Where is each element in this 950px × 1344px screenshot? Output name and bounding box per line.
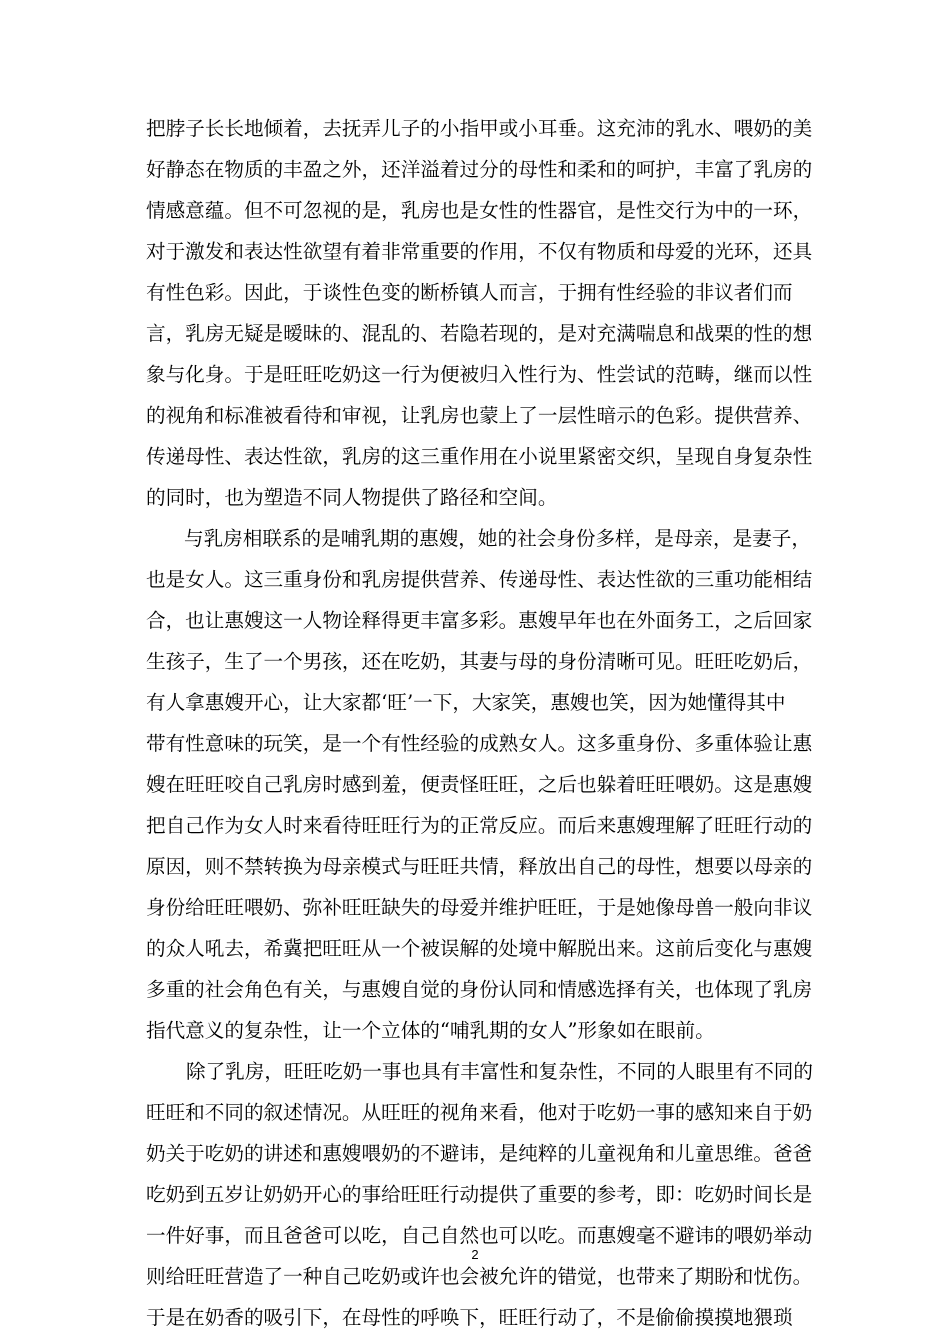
- text-line: 的众人吼去，希冀把旺旺从一个被误解的处境中解脱出来。这前后变化与惠嫂: [146, 937, 813, 960]
- text-line: 原因，则不禁转换为母亲模式与旺旺共情，释放出自己的母性，想要以母亲的: [146, 855, 813, 878]
- text-line: 情感意蕴。但不可忽视的是，乳房也是女性的性器官，是性交行为中的一环，: [146, 199, 813, 222]
- text-line: 奶关于吃奶的讲述和惠嫂喂奶的不避讳，是纯粹的儿童视角和儿童思维。爸爸: [146, 1142, 813, 1165]
- text-line: 则给旺旺营造了一种自己吃奶或许也会被允许的错觉，也带来了期盼和忧伤。: [146, 1265, 813, 1288]
- text-line: 生孩子，生了一个男孩，还在吃奶，其妻与母的身份清晰可见。旺旺吃奶后，: [146, 650, 813, 673]
- text-line: 带有性意味的玩笑，是一个有性经验的成熟女人。这多重身份、多重体验让惠: [146, 732, 813, 755]
- text-line: 对于激发和表达性欲望有着非常重要的作用，不仅有物质和母爱的光环，还具: [146, 240, 813, 263]
- text-line: 言，乳房无疑是暧昧的、混乱的、若隐若现的，是对充满喘息和战栗的性的想: [146, 322, 813, 345]
- paragraph-first-line: 除了乳房，旺旺吃奶一事也具有丰富性和复杂性，不同的人眼里有不同的: [186, 1060, 813, 1083]
- text-line: 有人拿惠嫂开心，让大家都‘旺’一下，大家笑，惠嫂也笑，因为她懂得其中: [146, 691, 786, 714]
- text-line: 有性色彩。因此，于谈性色变的断桥镇人而言，于拥有性经验的非议者们而: [146, 281, 793, 304]
- paragraph-first-line: 与乳房相联系的是哺乳期的惠嫂，她的社会身份多样，是母亲，是妻子，: [184, 527, 811, 550]
- text-line: 合，也让惠嫂这一人物诠释得更丰富多彩。惠嫂早年也在外面务工，之后回家: [146, 609, 813, 632]
- text-line: 把脖子长长地倾着，去抚弄儿子的小指甲或小耳垂。这充沛的乳水、喂奶的美: [146, 117, 813, 140]
- text-line: 也是女人。这三重身份和乳房提供营养、传递母性、表达性欲的三重功能相结: [146, 568, 813, 591]
- text-line: 身份给旺旺喂奶、弥补旺旺缺失的母爱并维护旺旺，于是她像母兽一般向非议: [146, 896, 813, 919]
- text-line: 象与化身。于是旺旺吃奶这一行为便被归入性行为、性尝试的范畴，继而以性: [146, 363, 813, 386]
- page-number: 2: [471, 1247, 479, 1262]
- text-line: 指代意义的复杂性，让一个立体的“哺乳期的女人”形象如在眼前。: [146, 1019, 715, 1042]
- text-line: 吃奶到五岁让奶奶开心的事给旺旺行动提供了重要的参考，即：吃奶时间长是: [146, 1183, 813, 1206]
- text-line: 多重的社会角色有关，与惠嫂自觉的身份认同和情感选择有关，也体现了乳房: [146, 978, 813, 1001]
- text-line: 于是在奶香的吸引下，在母性的呼唤下，旺旺行动了，不是偷偷摸摸地猥琐: [146, 1306, 793, 1329]
- text-line: 传递母性、表达性欲，乳房的这三重作用在小说里紧密交织，呈现自身复杂性: [146, 445, 813, 468]
- text-line: 一件好事，而且爸爸可以吃，自己自然也可以吃。而惠嫂毫不避讳的喂奶举动: [146, 1224, 813, 1247]
- text-line: 嫂在旺旺咬自己乳房时感到羞，便责怪旺旺，之后也躲着旺旺喂奶。这是惠嫂: [146, 773, 813, 796]
- body-text: [146, 108, 813, 1338]
- text-line: 旺旺和不同的叙述情况。从旺旺的视角来看，他对于吃奶一事的感知来自于奶: [146, 1101, 813, 1124]
- text-line: 的同时，也为塑造不同人物提供了路径和空间。: [146, 486, 558, 509]
- text-line: 把自己作为女人时来看待旺旺行为的正常反应。而后来惠嫂理解了旺旺行动的: [146, 814, 813, 837]
- text-line: 的视角和标准被看待和审视，让乳房也蒙上了一层性暗示的色彩。提供营养、: [146, 404, 813, 427]
- text-line: 好静态在物质的丰盈之外，还洋溢着过分的母性和柔和的呵护，丰富了乳房的: [146, 158, 813, 181]
